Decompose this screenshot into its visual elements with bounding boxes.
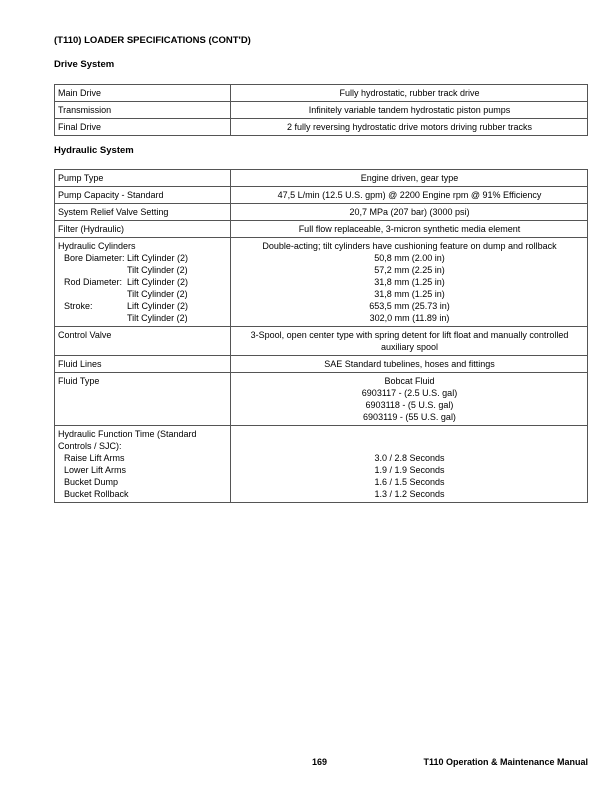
cylinder-group: Bore Diameter: [64, 253, 125, 263]
row-label: Fluid Lines [55, 356, 231, 373]
cylinder-value: 57,2 mm (2.25 in) [374, 265, 445, 275]
cylinder-sub [58, 312, 228, 324]
cylinder-item: Tilt Cylinder (2) [127, 313, 188, 323]
fluid-value: 6903117 - (2.5 U.S. gal) [361, 388, 458, 398]
row-value: Infinitely variable tandem hydrostatic piston pumps [231, 102, 588, 119]
row-label: Final Drive [55, 119, 231, 136]
row-label: System Relief Valve Setting [55, 204, 231, 221]
row-label: Control Valve [55, 327, 231, 356]
cylinder-sub [58, 276, 228, 288]
cylinder-value: 653,5 mm (25.73 in) [369, 301, 450, 311]
table-row [55, 356, 588, 373]
row-value: 3-Spool, open center type with spring detent for lift float and manually controlled auxiliary spool [231, 327, 588, 356]
cylinders-value: Double-acting; tilt cylinders have cushioning feature on dump and rollback [262, 241, 557, 251]
function-label: Bucket Dump [64, 477, 119, 487]
table-row [55, 85, 588, 102]
cylinder-item: Lift Cylinder (2) [127, 253, 189, 263]
row-value [231, 373, 588, 426]
drive-system-heading: Drive System [54, 59, 115, 70]
table-row [55, 373, 588, 426]
row-value: Engine driven, gear type [231, 170, 588, 187]
row-label: Pump Type [55, 170, 231, 187]
cylinder-item: Lift Cylinder (2) [127, 301, 189, 311]
function-label: Bucket Rollback [64, 489, 129, 499]
function-value: 1.3 / 1.2 Seconds [374, 489, 445, 499]
cylinder-group: Rod Diameter: [64, 277, 123, 287]
cylinder-sub [58, 252, 228, 264]
row-label: Fluid Type [55, 373, 231, 426]
manual-title: T110 Operation & Maintenance Manual [423, 757, 588, 767]
cylinder-group [58, 312, 127, 324]
cylinder-sub [58, 288, 228, 300]
cylinder-sub [58, 300, 228, 312]
row-label: Filter (Hydraulic) [55, 221, 231, 238]
cylinder-sub [58, 264, 228, 276]
function-value: 1.6 / 1.5 Seconds [374, 477, 445, 487]
hydraulic-system-table [54, 169, 588, 503]
cylinder-item: Tilt Cylinder (2) [127, 289, 188, 299]
fluid-value: 6903119 - (55 U.S. gal) [363, 412, 456, 422]
function-time-label: Hydraulic Function Time (Standard [58, 429, 197, 439]
table-row [55, 204, 588, 221]
fluid-value: Bobcat Fluid [384, 376, 435, 386]
table-row [55, 187, 588, 204]
function-value: 1.9 / 1.9 Seconds [374, 465, 445, 475]
row-value: 2 fully reversing hydrostatic drive motors driving rubber tracks [231, 119, 588, 136]
row-value: 47,5 L/min (12.5 U.S. gpm) @ 2200 Engine rpm @ 91% Efficiency [231, 187, 588, 204]
table-row-function-time [55, 426, 588, 503]
table-row [55, 170, 588, 187]
fluid-value: 6903118 - (5 U.S. gal) [365, 400, 454, 410]
table-row [55, 327, 588, 356]
cylinder-value: 31,8 mm (1.25 in) [374, 289, 445, 299]
cylinder-item: Tilt Cylinder (2) [127, 265, 188, 275]
row-label: Transmission [55, 102, 231, 119]
function-value: 3.0 / 2.8 Seconds [374, 453, 445, 463]
row-value: SAE Standard tubelines, hoses and fittings [231, 356, 588, 373]
row-value: Full flow replaceable, 3-micron synthetic media element [231, 221, 588, 238]
cylinder-item: Lift Cylinder (2) [127, 277, 189, 287]
row-value: Fully hydrostatic, rubber track drive [231, 85, 588, 102]
function-time-label: Controls / SJC): [58, 441, 122, 451]
row-value: 20,7 MPa (207 bar) (3000 psi) [231, 204, 588, 221]
table-row-cylinders [55, 238, 588, 327]
cylinder-value: 50,8 mm (2.00 in) [374, 253, 445, 263]
hydraulic-system-heading: Hydraulic System [54, 145, 134, 156]
row-label [55, 238, 231, 327]
function-label: Raise Lift Arms [64, 453, 125, 463]
page-number: 169 [312, 757, 328, 767]
cylinder-group: Stroke: [64, 301, 93, 311]
row-value [231, 426, 588, 503]
row-label [55, 426, 231, 503]
row-label: Pump Capacity - Standard [55, 187, 231, 204]
row-label: Main Drive [55, 85, 231, 102]
table-row [55, 221, 588, 238]
cylinders-label: Hydraulic Cylinders [58, 241, 136, 251]
page-title: (T110) LOADER SPECIFICATIONS (CONT'D) [54, 35, 251, 46]
table-row [55, 102, 588, 119]
table-row [55, 119, 588, 136]
function-label: Lower Lift Arms [64, 465, 127, 475]
row-value [231, 238, 588, 327]
cylinder-value: 302,0 mm (11.89 in) [369, 313, 450, 323]
cylinder-value: 31,8 mm (1.25 in) [374, 277, 445, 287]
cylinder-group [58, 288, 127, 300]
cylinder-group [58, 264, 127, 276]
drive-system-table [54, 84, 588, 136]
